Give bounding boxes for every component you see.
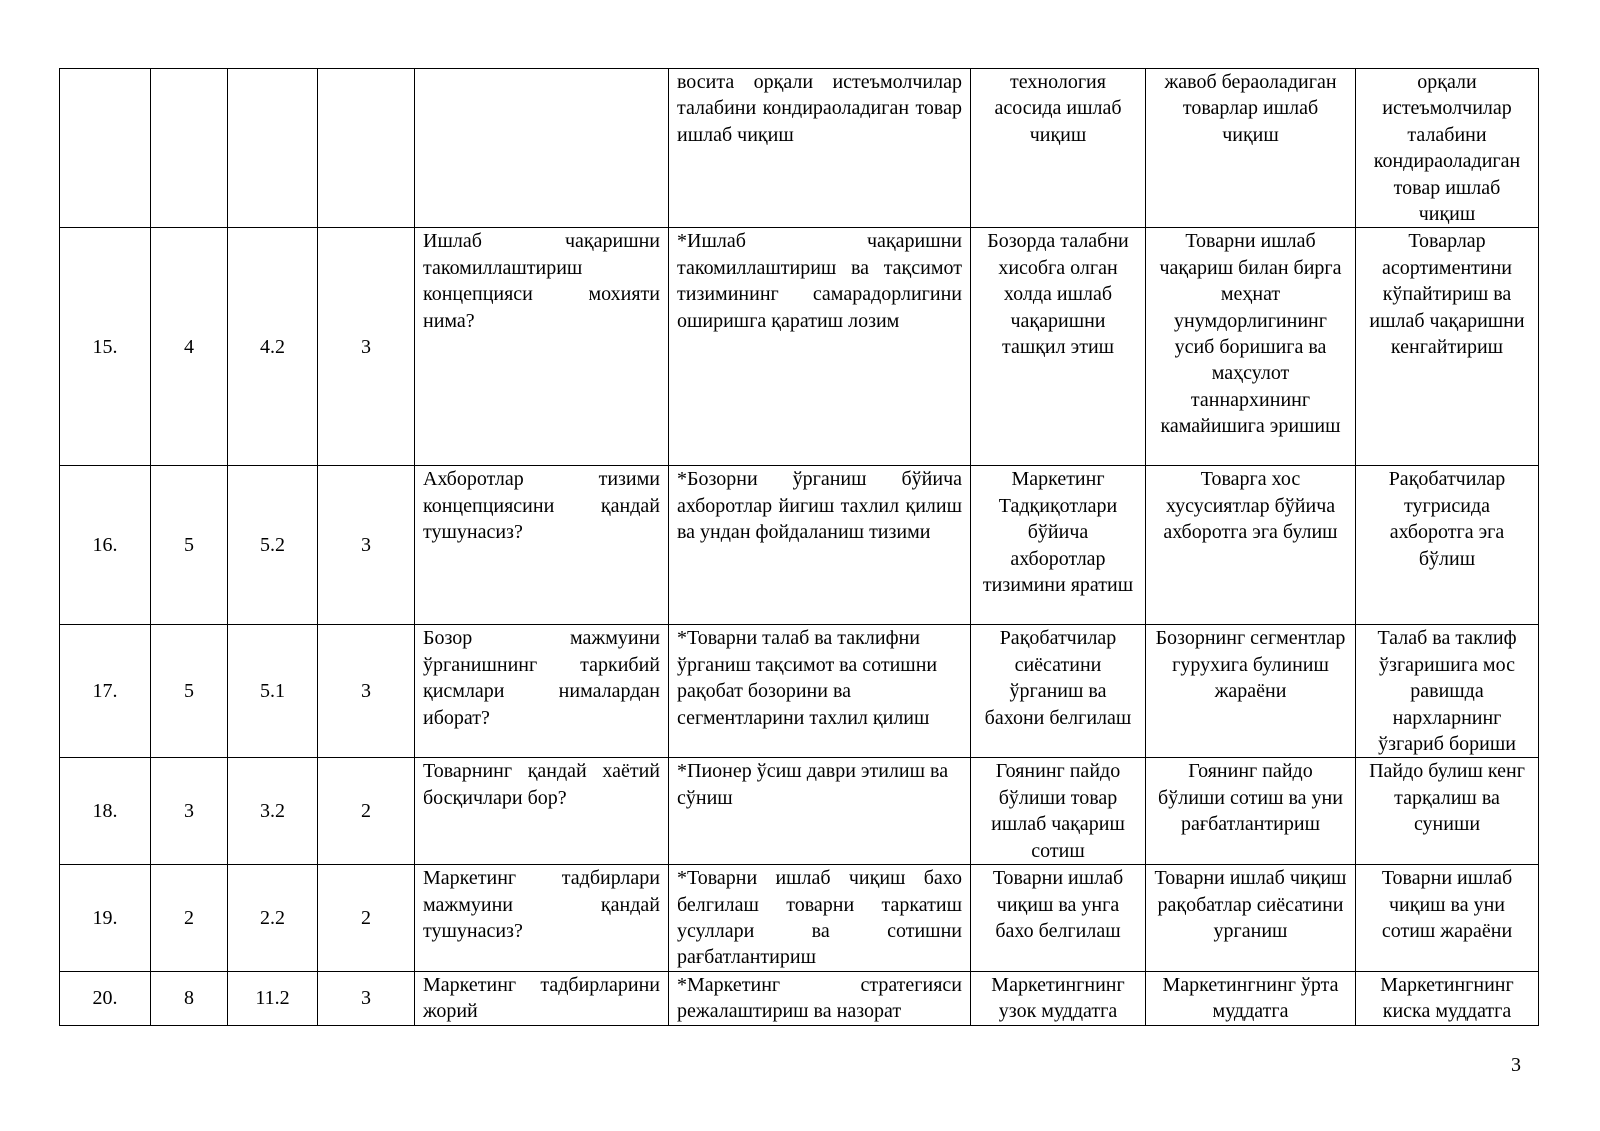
cell-question: Ахборотлар тизими концепциясини қандай тушунасиз?: [415, 466, 669, 625]
cell-col3: 4.2: [228, 228, 318, 466]
cell-col2: 8: [151, 971, 228, 1025]
cell-col2: 2: [151, 865, 228, 972]
cell-alternative-2: Гоянинг пайдо бўлиши сотиш ва уни рағбатлантириш: [1146, 758, 1356, 865]
cell-correct-answer: *Пионер ўсиш даври этилиш ва сўниш: [669, 758, 971, 865]
cell-alternative-2: Маркетингнинг ўрта муддатга: [1146, 971, 1356, 1025]
cell-correct-answer: *Ишлаб чақаришни такомиллаштириш ва тақсимот тизимининг самарадорлигини оширишга қаратиш лозим: [669, 228, 971, 466]
table-row: [60, 625, 1539, 758]
test-questions-table: [59, 68, 1539, 1026]
cell-alternative-2: Товарга хос хусусиятлар бўйича ахборотга эга булиш: [1146, 466, 1356, 625]
cell-col4: 3: [318, 228, 415, 466]
cell-question: Маркетинг тадбирларини жорий: [415, 971, 669, 1025]
cell-alternative-3: Товарни ишлаб чиқиш ва уни сотиш жараёни: [1356, 865, 1539, 972]
cell-col2: 5: [151, 466, 228, 625]
cell-question: Товарнинг қандай хаётий босқичлари бор?: [415, 758, 669, 865]
table-row: [60, 758, 1539, 865]
cell-col3: 2.2: [228, 865, 318, 972]
cell-question: Маркетинг тадбирлари мажмуини қандай тушунасиз?: [415, 865, 669, 972]
cell-alternative-1: Рақобатчилар сиёсатини ўрганиш ва бахони белгилаш: [971, 625, 1146, 758]
cell-col2: 3: [151, 758, 228, 865]
cell-number: 15.: [60, 228, 151, 466]
cell-alternative-2: Товарни ишлаб чақариш билан бирга меҳнат унумдорлигининг усиб боришига ва маҳсулот таннархининг камайишига эришиш: [1146, 228, 1356, 466]
cell-question: Бозор мажмуини ўрганишнинг таркибий қисмлари нималардан иборат?: [415, 625, 669, 758]
cell-question: Ишлаб чақаришни такомиллаштириш концепцияси мохияти нима?: [415, 228, 669, 466]
cell-col3: 5.2: [228, 466, 318, 625]
cell-correct-answer: восита орқали истеъмолчилар талабини кондираоладиган товар ишлаб чиқиш: [669, 69, 971, 228]
table-row: [60, 466, 1539, 625]
cell-alternative-3: Пайдо булиш кенг тарқалиш ва суниши: [1356, 758, 1539, 865]
cell-alternative-3: Рақобатчилар тугрисида ахборотга эга бўлиш: [1356, 466, 1539, 625]
cell-question: [415, 69, 669, 228]
cell-col3: 5.1: [228, 625, 318, 758]
cell-correct-answer: *Маркетинг стратегияси режалаштириш ва назорат: [669, 971, 971, 1025]
cell-alternative-2: Товарни ишлаб чиқиш рақобатлар сиёсатини урганиш: [1146, 865, 1356, 972]
cell-alternative-3: Товарлар асортиментини кўпайтириш ва ишлаб чақаришни кенгайтириш: [1356, 228, 1539, 466]
table-row: [60, 971, 1539, 1025]
table-row-continued: [60, 69, 1539, 228]
cell-alternative-1: Товарни ишлаб чиқиш ва унга бахо белгилаш: [971, 865, 1146, 972]
cell-alternative-3: орқали истеъмолчилар талабини кондираоладиган товар ишлаб чиқиш: [1356, 69, 1539, 228]
cell-correct-answer: *Товарни ишлаб чиқиш бахо белгилаш товарни таркатиш усуллари ва сотишни рағбатлантириш: [669, 865, 971, 972]
cell-col4: 2: [318, 865, 415, 972]
cell-col4: [318, 69, 415, 228]
cell-correct-answer: *Бозорни ўрганиш бўйича ахборотлар йигиш тахлил қилиш ва ундан фойдаланиш тизими: [669, 466, 971, 625]
cell-number: 20.: [60, 971, 151, 1025]
cell-col2: 4: [151, 228, 228, 466]
page-number: 3: [1511, 1054, 1521, 1076]
cell-col4: 3: [318, 466, 415, 625]
table-row: [60, 228, 1539, 466]
cell-number: [60, 69, 151, 228]
cell-alternative-1: Маркетингнинг узок муддатга: [971, 971, 1146, 1025]
cell-number: 16.: [60, 466, 151, 625]
cell-correct-answer: *Товарни талаб ва таклифни ўрганиш тақсимот ва сотишни рақобат бозорини ва сегментларини тахлил қилиш: [669, 625, 971, 758]
cell-number: 18.: [60, 758, 151, 865]
cell-col4: 3: [318, 625, 415, 758]
cell-col3: [228, 69, 318, 228]
cell-col4: 2: [318, 758, 415, 865]
cell-col2: [151, 69, 228, 228]
cell-alternative-2: жавоб бераоладиган товарлар ишлаб чиқиш: [1146, 69, 1356, 228]
cell-col2: 5: [151, 625, 228, 758]
cell-alternative-1: Маркетинг Тадқиқотлари бўйича ахборотлар тизимини яратиш: [971, 466, 1146, 625]
cell-col3: 3.2: [228, 758, 318, 865]
cell-alternative-3: Маркетингнинг киска муддатга: [1356, 971, 1539, 1025]
cell-number: 19.: [60, 865, 151, 972]
cell-alternative-1: Бозорда талабни хисобга олган холда ишлаб чақаришни ташқил этиш: [971, 228, 1146, 466]
cell-col3: 11.2: [228, 971, 318, 1025]
cell-col4: 3: [318, 971, 415, 1025]
cell-alternative-1: Гоянинг пайдо бўлиши товар ишлаб чақариш сотиш: [971, 758, 1146, 865]
cell-alternative-1: технология асосида ишлаб чиқиш: [971, 69, 1146, 228]
cell-number: 17.: [60, 625, 151, 758]
cell-alternative-3: Талаб ва таклиф ўзгаришига мос равишда нархларнинг ўзгариб бориши: [1356, 625, 1539, 758]
table-row: [60, 865, 1539, 972]
cell-alternative-2: Бозорнинг сегментлар гурухига булиниш жараёни: [1146, 625, 1356, 758]
